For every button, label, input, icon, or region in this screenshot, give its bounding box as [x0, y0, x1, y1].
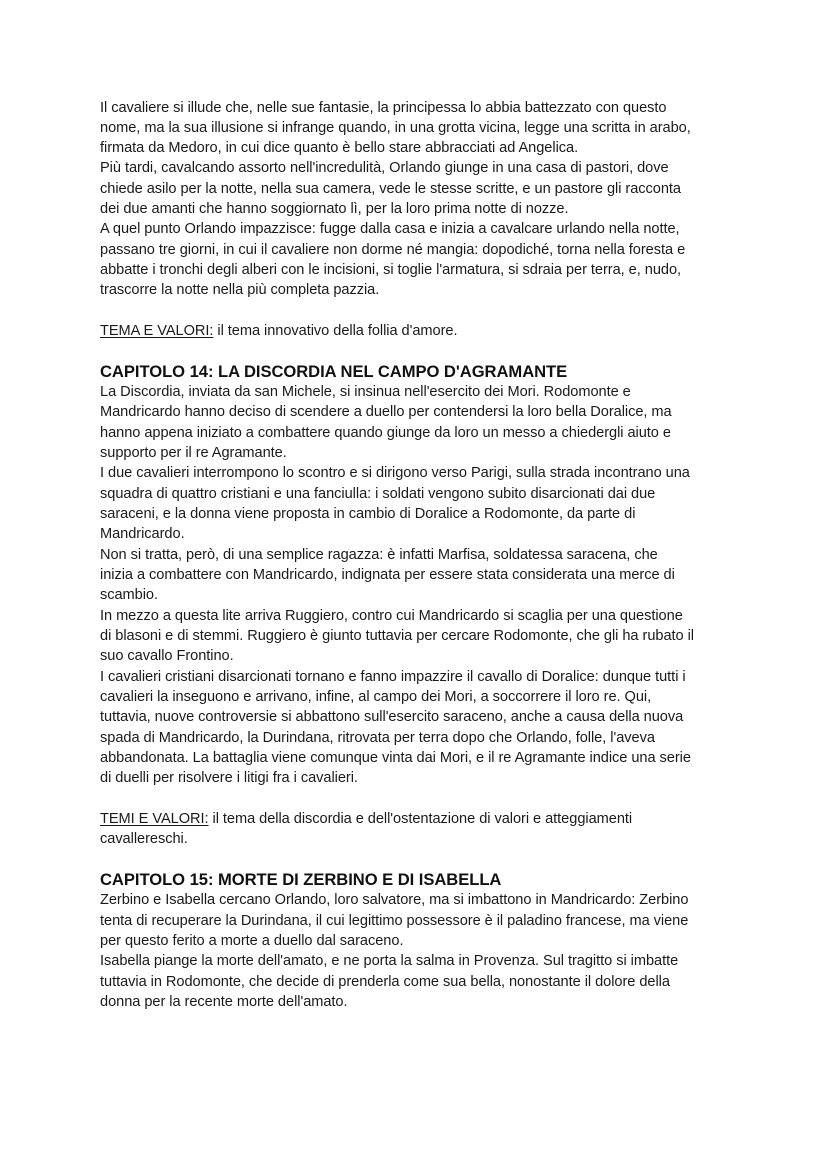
text-line: [100, 179, 740, 199]
line-text: Più tardi, cavalcando assorto nell'incredulità, Orlando giunge in una casa di pastori, dove: [100, 160, 669, 177]
blank-line: [100, 301, 740, 321]
line-text: suo cavallo Frontino.: [100, 648, 234, 665]
line-text: Mandricardo.: [100, 526, 185, 543]
text-line: [100, 768, 740, 788]
text-line: [100, 687, 740, 707]
line-text: Il cavaliere si illude che, nelle sue fantasie, la principessa lo abbia battezzato con questo: [100, 99, 667, 116]
line-text: I cavalieri cristiani disarcionati tornano e fanno impazzire il cavallo di Doralice: dunque tutti i: [100, 668, 686, 685]
text-line: [100, 158, 740, 178]
line-text: chiede asilo per la notte, nella sua camera, vede le stesse scritte, e un pastore gli racconta: [100, 180, 681, 197]
heading-text: [100, 362, 740, 382]
text-line: [100, 626, 740, 646]
text-line: [100, 565, 740, 585]
line-text: passano tre giorni, in cui il cavaliere non dorme né mangia: dopodiché, torna nella foresta e: [100, 241, 686, 258]
text-line: [100, 829, 740, 849]
text-line: [100, 484, 740, 504]
line-text: di blasoni e di stemmi. Ruggiero è giunto tuttavia per cercare Rodomonte, che gli ha rubato il: [100, 628, 694, 645]
text-line: [100, 545, 740, 565]
text-line: [100, 606, 740, 626]
text-line: [100, 423, 740, 443]
text-line: [100, 138, 740, 158]
document-page: [100, 98, 740, 1013]
line-text: inizia a combattere con Mandricardo, indignata per essere stata considerata una merce di: [100, 567, 675, 584]
line-text: trascorre la notte nella più completa pazzia.: [100, 282, 380, 299]
text-line: [100, 280, 740, 300]
chapter-heading: [100, 362, 740, 382]
paragraph-spacer: [100, 341, 740, 361]
text-line: [100, 443, 740, 463]
line-text: donna per la recente morte dell'amato.: [100, 993, 348, 1010]
line-text: il tema innovativo della follia d'amore.: [213, 323, 458, 340]
theme-paragraph: [100, 809, 740, 850]
line-text: I due cavalieri interrompono lo scontro e si dirigono verso Parigi, sulla strada incontrano una: [100, 465, 690, 482]
line-text: nome, ma la sua illusione si infrange quando, in una grotta vicina, legge una scritta in arabo,: [100, 119, 691, 136]
text-line: [100, 260, 740, 280]
text-line: [100, 524, 740, 544]
line-text: cavalieri la inseguono e arrivano, infine, al campo dei Mori, a soccorrere il loro re. Qui,: [100, 689, 652, 706]
line-text: CAPITOLO 14: LA DISCORDIA NEL CAMPO D'AGRAMANTE: [100, 361, 568, 381]
line-text: supporto per il re Agramante.: [100, 445, 287, 462]
text-line: [100, 504, 740, 524]
line-text: saraceni, e la donna viene proposta in cambio di Doralice a Rodomonte, da parte di: [100, 506, 636, 523]
text-line: [100, 911, 740, 931]
text-line: [100, 382, 740, 402]
text-line: [100, 809, 740, 829]
text-line: [100, 931, 740, 951]
line-text: di duelli per risolvere i litigi fra i cavalieri.: [100, 770, 358, 787]
line-text: scambio.: [100, 587, 158, 604]
text-line: [100, 972, 740, 992]
paragraph: [100, 890, 740, 1012]
text-line: [100, 199, 740, 219]
line-text: La Discordia, inviata da san Michele, si insinua nell'esercito dei Mori. Rodomonte e: [100, 384, 631, 401]
text-line: [100, 728, 740, 748]
line-text: Mandricardo hanno deciso di scendere a duello per contendersi la loro bella Doralice, ma: [100, 404, 672, 421]
paragraph-spacer: [100, 850, 740, 870]
line-text: spada di Mandricardo, la Durindana, ritrovata per terra dopo che Orlando, folle, l'aveva: [100, 729, 655, 746]
text-line: [100, 748, 740, 768]
line-text: cavallereschi.: [100, 831, 188, 848]
line-text: Isabella piange la morte dell'amato, e ne porta la salma in Provenza. Sul tragitto si imbatte: [100, 953, 679, 970]
paragraph: [100, 98, 740, 301]
line-text: Zerbino e Isabella cercano Orlando, loro salvatore, ma si imbattono in Mandricardo: Zerbino: [100, 892, 689, 909]
blank-line: [100, 850, 740, 870]
text-line: [100, 118, 740, 138]
theme-label: TEMA E VALORI:: [100, 323, 214, 340]
line-text: tenta di recuperare la Durindana, il cui legittimo possessore è il paladino francese, ma viene: [100, 912, 689, 929]
line-text: Non si tratta, però, di una semplice ragazza: è infatti Marfisa, soldatessa saracena, che: [100, 546, 658, 563]
chapter-heading: [100, 870, 740, 890]
text-line: [100, 646, 740, 666]
text-line: [100, 951, 740, 971]
theme-label: TEMI E VALORI:: [100, 810, 209, 827]
text-line: [100, 585, 740, 605]
heading-text: [100, 870, 740, 890]
line-text: abbatte i tronchi degli alberi con le incisioni, si toglie l'armatura, si sdraia per terra, e, nudo,: [100, 262, 682, 279]
line-text: firmata da Medoro, in cui dice quanto è bello stare abbracciati ad Angelica.: [100, 140, 579, 157]
text-line: [100, 463, 740, 483]
line-text: tuttavia in Rodomonte, che decide di prenderla come sua bella, nonostante il dolore della: [100, 973, 670, 990]
line-text: In mezzo a questa lite arriva Ruggiero, contro cui Mandricardo si scaglia per una questione: [100, 607, 683, 624]
paragraph-spacer: [100, 789, 740, 809]
paragraph-spacer: [100, 301, 740, 321]
line-text: hanno appena iniziato a combattere quando giunge da loro un messo a chiedergli aiuto e: [100, 424, 671, 441]
text-line: [100, 707, 740, 727]
line-text: tuttavia, nuove controversie si abbattono sull'esercito saraceno, anche a causa della nuova: [100, 709, 684, 726]
theme-paragraph: [100, 321, 740, 341]
line-text: abbandonata. La battaglia viene comunque vinta dai Mori, e il re Agramante indice una serie: [100, 750, 691, 766]
text-line: [100, 98, 740, 118]
text-line: [100, 667, 740, 687]
line-text: il tema della discordia e dell'ostentazione di valori e atteggiamenti: [208, 810, 633, 827]
text-line: [100, 402, 740, 422]
line-text: dei due amanti che hanno soggiornato lì, per la loro prima notte di nozze.: [100, 201, 569, 218]
text-line: [100, 890, 740, 910]
line-text: squadra di quattro cristiani e una fanciulla: i soldati vengono subito disarcionati dai due: [100, 485, 656, 502]
line-text: per questo ferito a morte a duello dal saraceno.: [100, 932, 404, 949]
line-text: A quel punto Orlando impazzisce: fugge dalla casa e inizia a cavalcare urlando nella notte,: [100, 221, 680, 238]
line-text: CAPITOLO 15: MORTE DI ZERBINO E DI ISABELLA: [100, 869, 502, 889]
blank-line: [100, 341, 740, 361]
text-line: [100, 992, 740, 1012]
blank-line: [100, 789, 740, 809]
text-line: [100, 240, 740, 260]
paragraph: [100, 382, 740, 789]
text-line: [100, 219, 740, 239]
text-line: [100, 321, 740, 341]
